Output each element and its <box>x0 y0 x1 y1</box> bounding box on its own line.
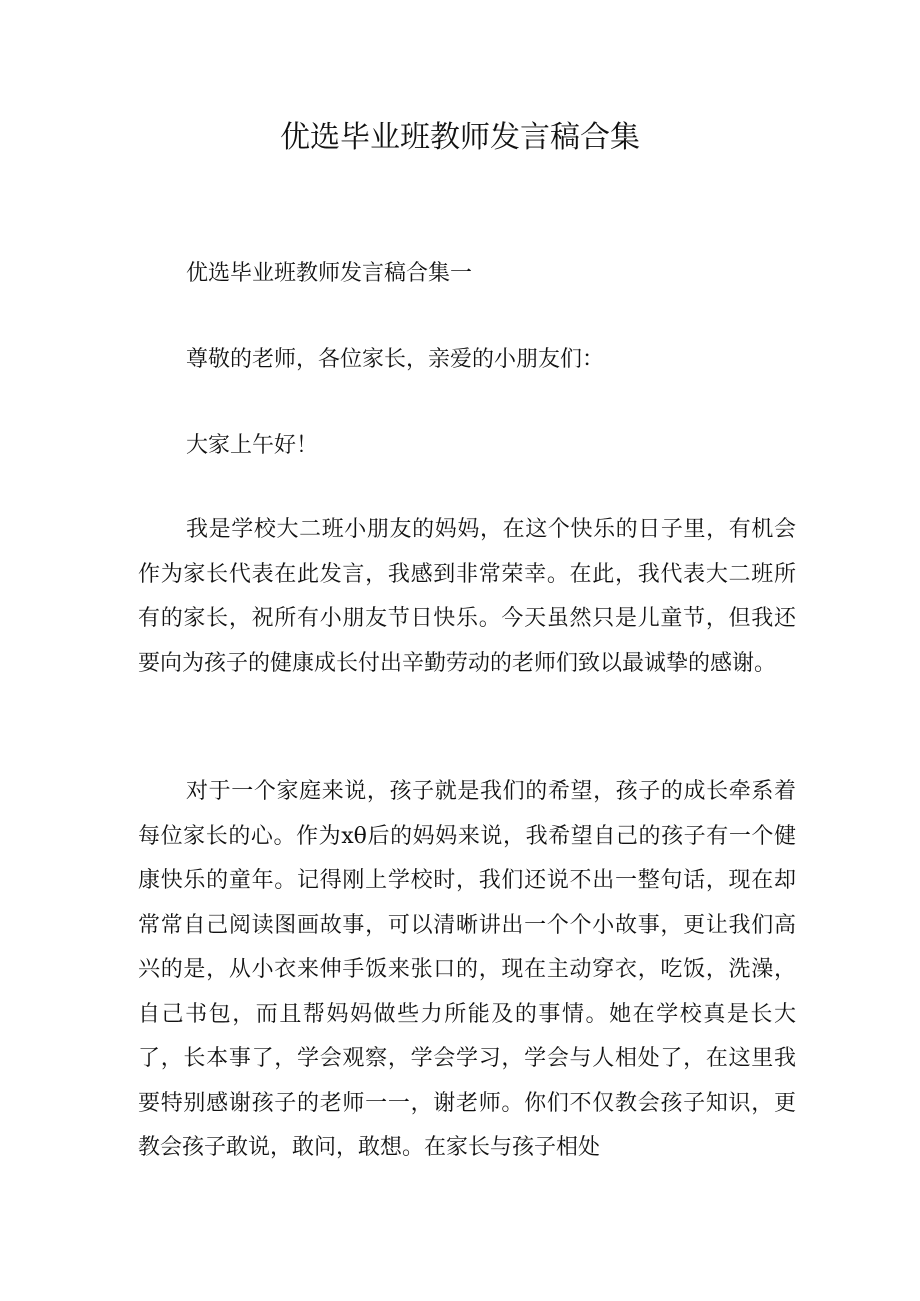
salutation-line: 尊敬的老师，各位家长，亲爱的小朋友们： <box>186 347 605 372</box>
body-paragraph: 对于一个家庭来说，孩子就是我们的希望，孩子的成长牵系着每位家长的心。作为xθ后的妈妈来说，我希望自己的孩子有一个健康快乐的童年。记得刚上学校时，我们还说不出一整句话，现在却常常自己阅读图画故事，可以清晰讲出一个个小故事，更让我们高兴的是，从小衣来伸手饭来张口的，现在主动穿衣，吃饭，洗澡，自己书包，而且帮妈妈做些力所能及的事情。她在学校真是长大了，长本事了，学会观察，学会学习，学会与人相处了，在这里我要特别感谢孩子的老师一一，谢老师。你们不仅教会孩子知识，更教会孩子敢说，敢问，敢想。在家长与孩子相处 <box>138 779 796 1160</box>
body-paragraph: 我是学校大二班小朋友的妈妈，在这个快乐的日子里，有机会作为家长代表在此发言，我感到非常荣幸。在此，我代表大二班所有的家长，祝所有小朋友节日快乐。今天虽然只是儿童节，但我还要向为孩子的健康成长付出辛勤劳动的老师们致以最诚挚的感谢。 <box>138 517 796 676</box>
section-heading: 优选毕业班教师发言稿合集一 <box>186 261 473 286</box>
greeting-line: 大家上午好！ <box>186 433 319 458</box>
document-title: 优选毕业班教师发言稿合集 <box>280 120 640 155</box>
